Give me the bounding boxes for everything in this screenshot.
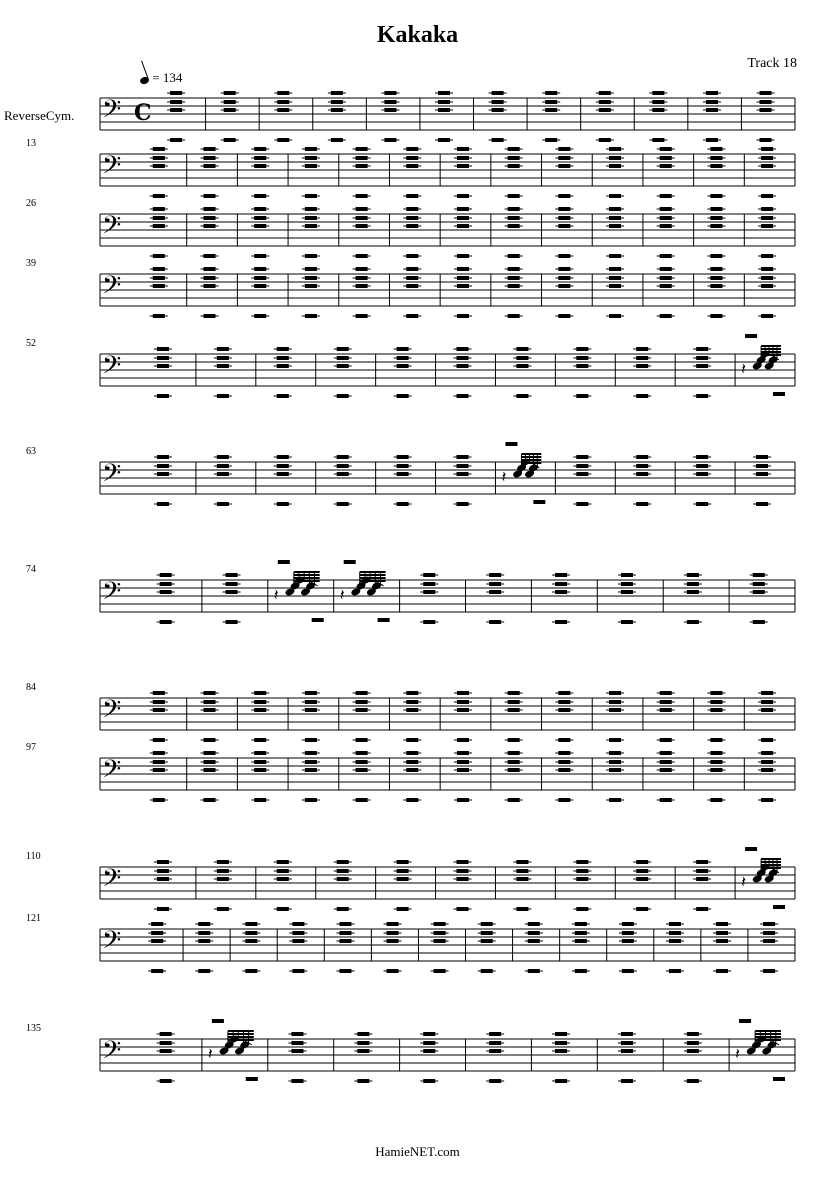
bass-clef-icon: 𝄢: [102, 1036, 122, 1071]
bass-clef-icon: 𝄢: [102, 864, 122, 899]
bass-clef-icon: 𝄢: [102, 577, 122, 612]
measure-number: 121: [26, 913, 41, 924]
rest-symbol: 𝄽: [207, 1044, 213, 1063]
tempo-value: = 134: [152, 70, 183, 85]
rest-symbol: 𝄽: [501, 467, 507, 486]
bass-clef-icon: 𝄢: [102, 351, 122, 386]
note-head: [773, 1077, 785, 1081]
note-head: [378, 618, 390, 622]
measure-number: 39: [26, 258, 36, 269]
note-head: [773, 392, 785, 396]
note-head: [739, 1019, 751, 1023]
bass-clef-icon: 𝄢: [102, 271, 122, 306]
footer-credit: HamieNET.com: [375, 1144, 460, 1159]
track-label: Track 18: [747, 56, 797, 71]
note-head: [505, 442, 517, 446]
rest-symbol: 𝄽: [273, 585, 279, 604]
note-head: [533, 500, 545, 504]
rest-symbol: 𝄽: [339, 585, 345, 604]
bass-clef-icon: 𝄢: [102, 151, 122, 186]
measure-number: 97: [26, 742, 36, 753]
note-head: [745, 847, 757, 851]
instrument-name: ReverseCym.: [4, 108, 75, 123]
page-title: Kakaka: [376, 22, 459, 48]
time-signature: C: [134, 100, 152, 126]
rest-symbol: 𝄽: [735, 1044, 741, 1063]
bass-clef-icon: 𝄢: [102, 211, 122, 246]
note-head: [344, 560, 356, 564]
note-head: [246, 1077, 258, 1081]
bass-clef-icon: 𝄢: [102, 95, 122, 130]
note-head: [312, 618, 324, 622]
measure-number: 110: [26, 851, 41, 862]
measure-number: 63: [26, 446, 36, 457]
bass-clef-icon: 𝄢: [102, 459, 122, 494]
note-head: [212, 1019, 224, 1023]
bass-clef-icon: 𝄢: [102, 695, 122, 730]
measure-number: 74: [26, 564, 36, 575]
rest-symbol: 𝄽: [741, 872, 746, 891]
note-head: [278, 560, 290, 564]
note-head: [745, 334, 757, 338]
bass-clef-icon: 𝄢: [102, 926, 122, 961]
measure-number: 135: [26, 1023, 41, 1034]
measure-number: 84: [26, 682, 36, 693]
measure-number: 26: [26, 198, 36, 209]
measure-number: 13: [26, 138, 36, 149]
measure-number: 52: [26, 338, 36, 349]
bass-clef-icon: 𝄢: [102, 755, 122, 790]
note-head: [773, 905, 785, 909]
rest-symbol: 𝄽: [741, 359, 746, 378]
